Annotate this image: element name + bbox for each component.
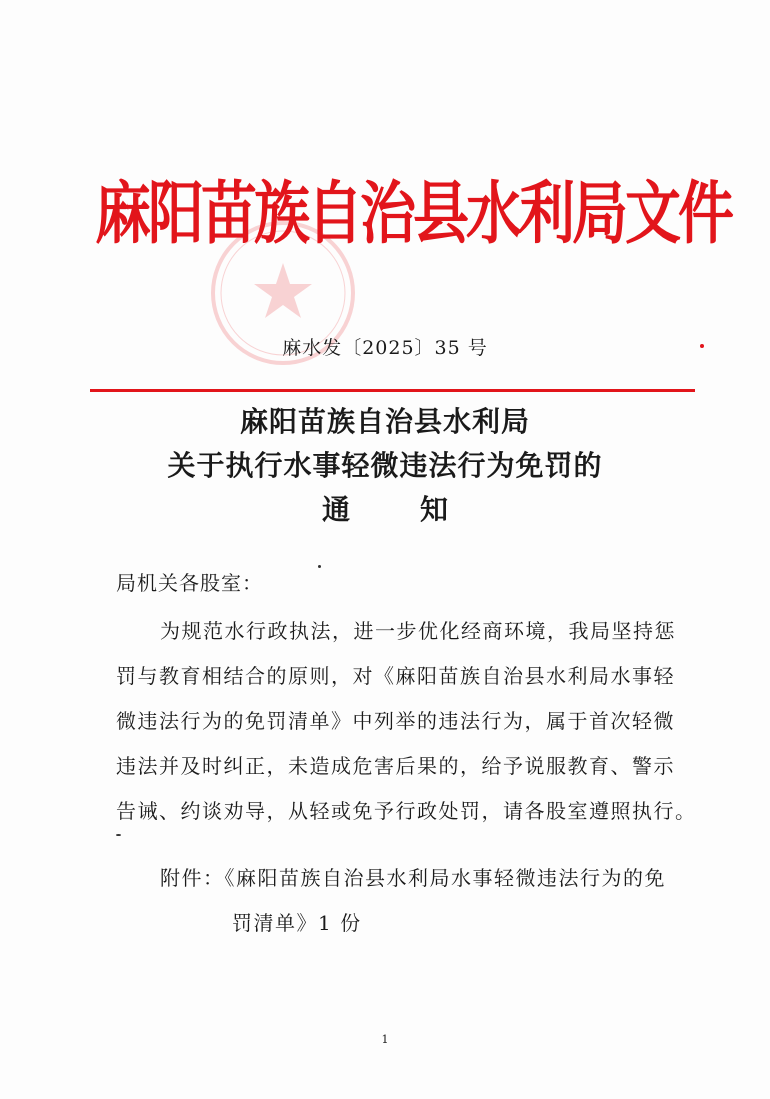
body-line: 告诫、约谈劝导，从轻或免予行政处罚，请各股室遵照执行。 — [116, 799, 697, 823]
document-title-line-3 — [0, 488, 770, 528]
title-char-zhi: 知 — [420, 493, 449, 526]
document-title-line-2: 关于执行水事轻微违法行为免罚的 — [167, 449, 603, 482]
attachment-line-1: 附件：《麻阳苗族自治县水利局水事轻微违法行为的免 — [160, 866, 666, 890]
addressee: 局机关各股室： — [116, 571, 263, 595]
body-line: 微违法行为的免罚清单》中列举的违法行为，属于首次轻微 — [116, 709, 675, 733]
body-line: 罚与教育相结合的原则，对《麻阳苗族自治县水利局水事轻 — [116, 664, 675, 688]
red-mark — [700, 344, 704, 348]
body-line: 为规范水行政执法，进一步优化经商环境，我局坚持惩 — [160, 619, 676, 643]
scan-speck — [116, 834, 121, 836]
issuer-title: 麻阳苗族自治县水利局文件 — [95, 174, 731, 254]
document-number: 麻水发〔2025〕35 号 — [282, 337, 488, 359]
red-divider — [90, 389, 695, 392]
body-line: 违法并及时纠正，未造成危害后果的，给予说服教育、警示 — [116, 754, 675, 778]
document-title-line-1: 麻阳苗族自治县水利局 — [239, 405, 530, 438]
scan-speck — [318, 565, 321, 568]
attachment-line-2: 罚清单》1 份 — [232, 911, 362, 935]
title-char-tong: 通 — [321, 493, 350, 526]
page-number: 1 — [381, 1033, 389, 1046]
